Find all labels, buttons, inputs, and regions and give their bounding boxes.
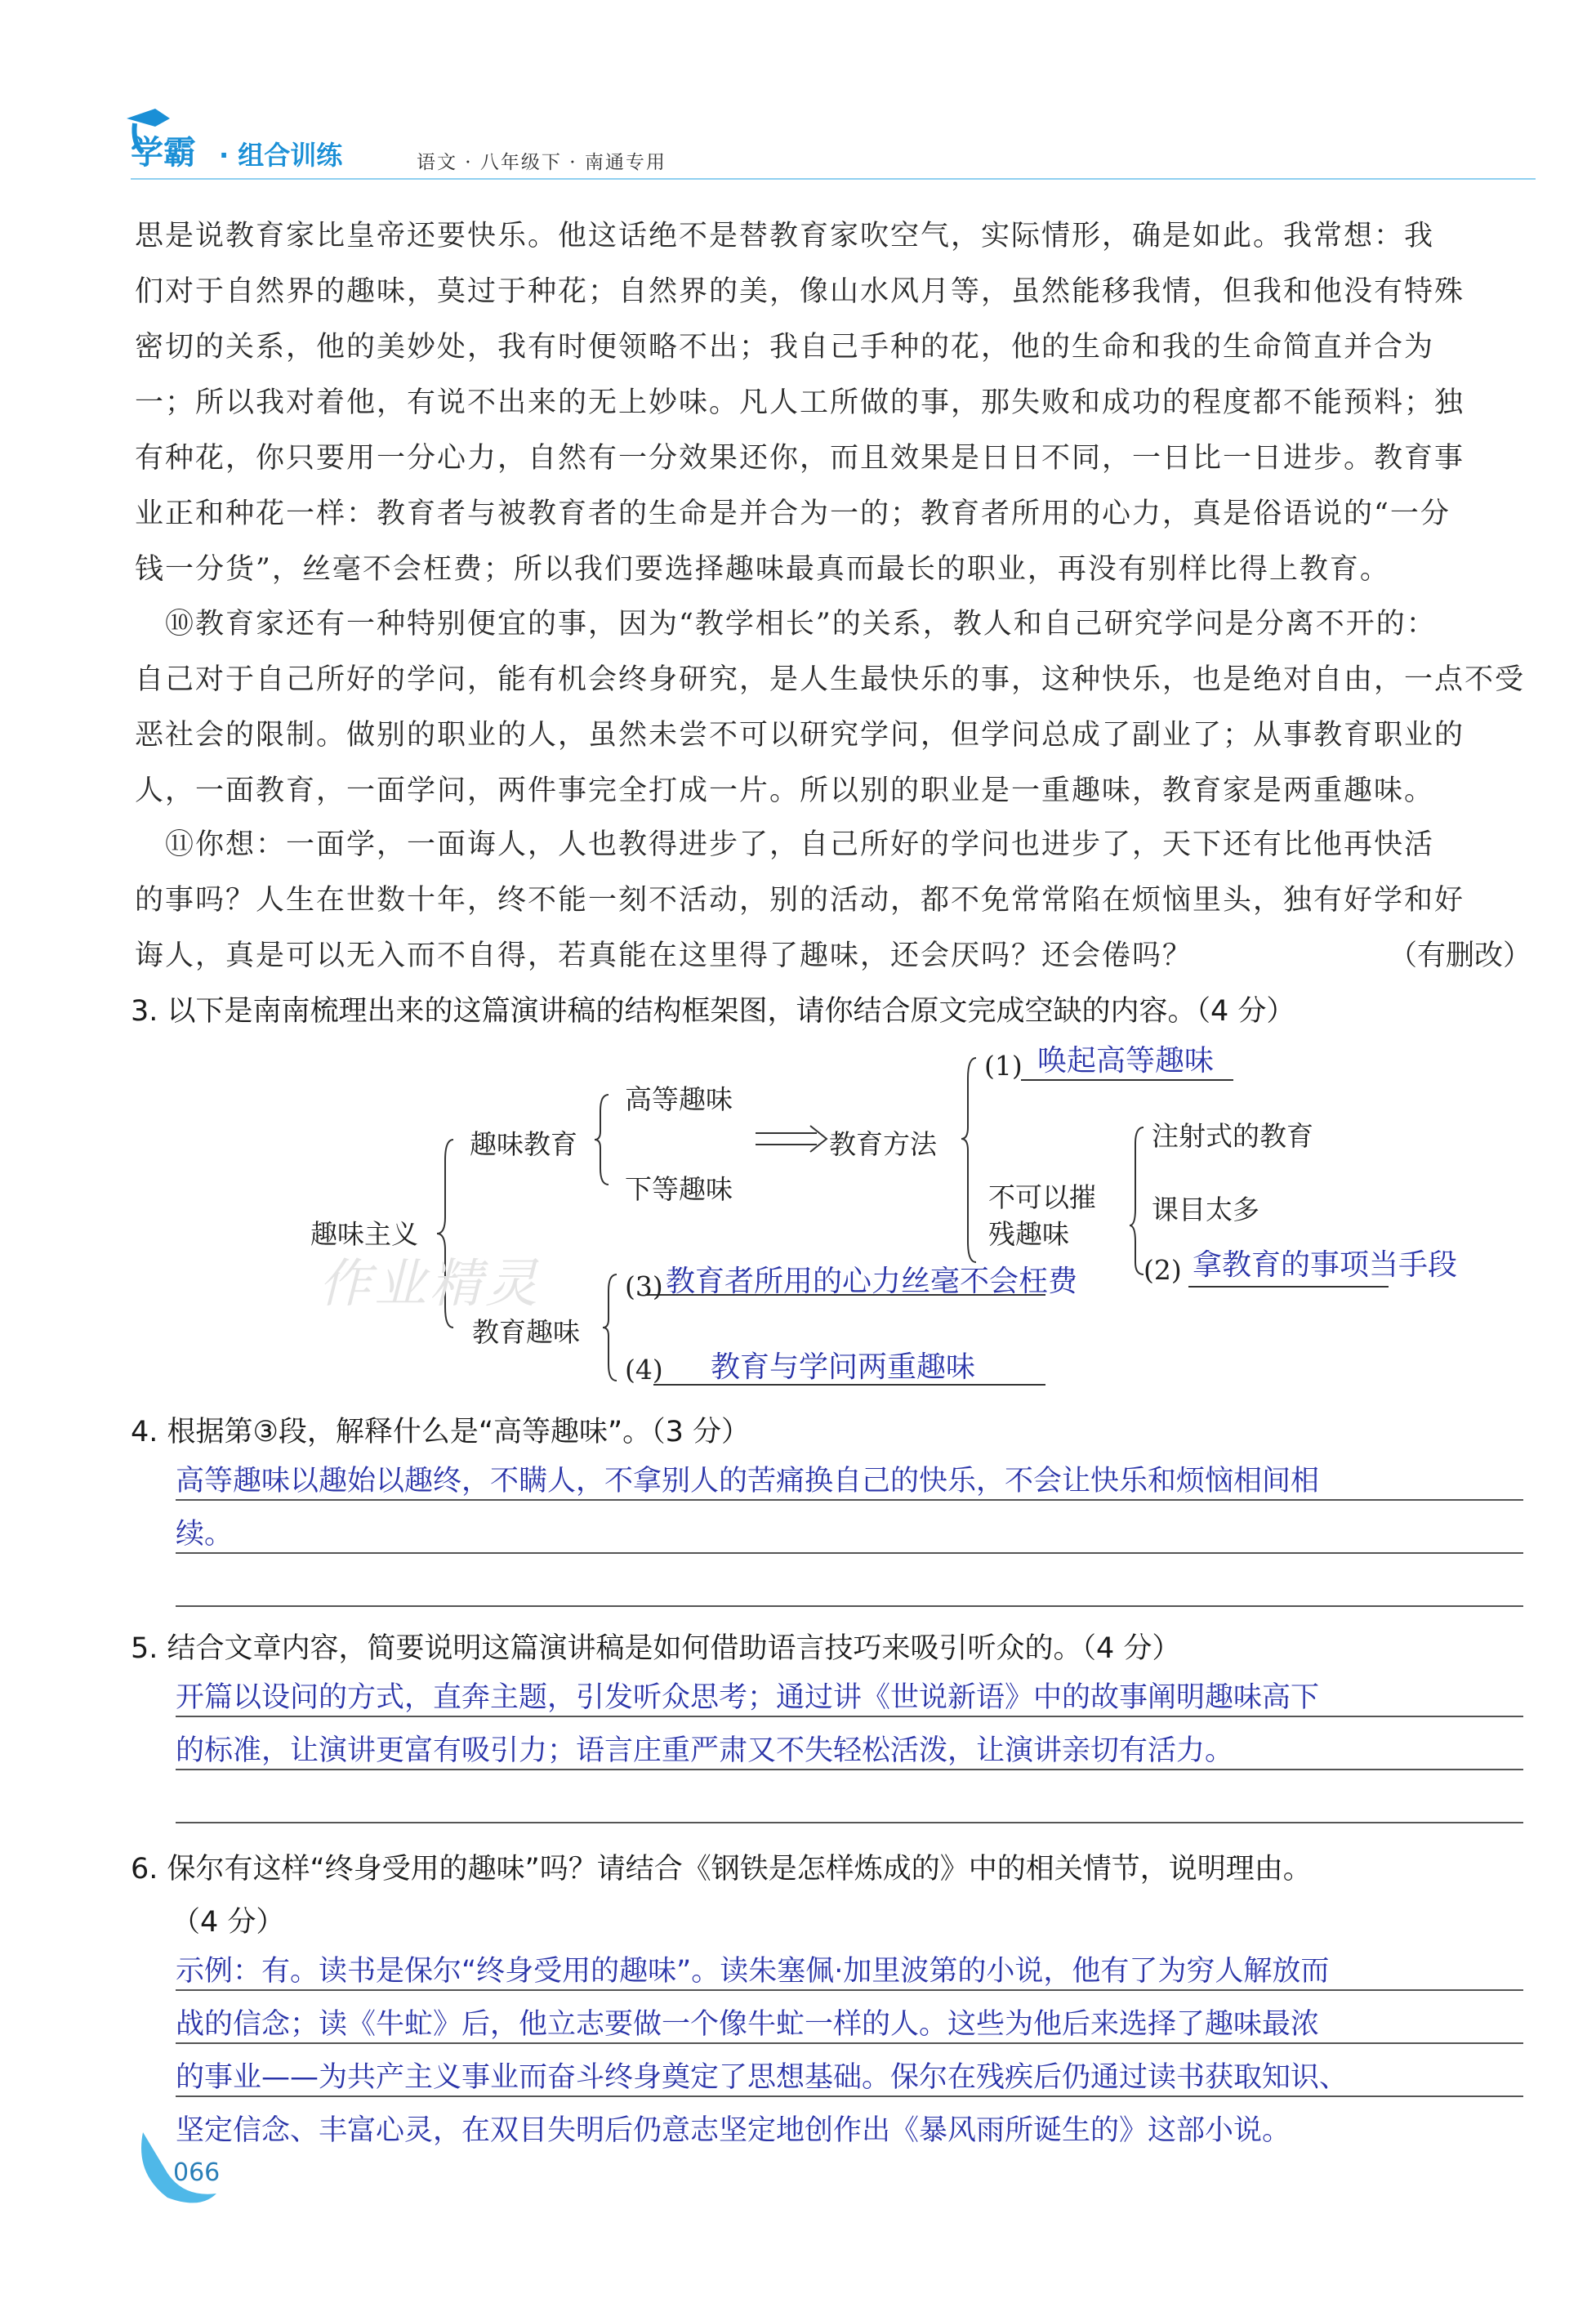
book-meta: 语文 · 八年级下 · 南通专用 (417, 152, 666, 173)
question-3: 3. 以下是南南梳理出来的这篇演讲稿的结构框架图，请你结合原文完成空缺的内容。（4 分） (131, 995, 1295, 1028)
diagram-blank-2-number: (2) (1144, 1254, 1182, 1286)
brand-logo-text: 学霸 (131, 134, 196, 172)
diagram-too-many-subjects: 课目太多 (1152, 1194, 1259, 1225)
diagram-blank-1-number: (1) (984, 1050, 1023, 1082)
diagram-answer-4: 教育与学问两重趣味 (711, 1350, 976, 1384)
answer-6-line: 坚定信念、丰富心灵，在双目失明后仍意志坚定地创作出《暴风雨所诞生的》这部小说。 (176, 2114, 1291, 2147)
question-6-score: （4 分） (172, 1906, 285, 1939)
diagram-injection-education: 注射式的教育 (1152, 1120, 1313, 1152)
diagram-root: 趣味主义 (310, 1218, 418, 1250)
diagram-kill-line2: 残趣味 (988, 1218, 1069, 1250)
diagram-blank-3-number: (3) (625, 1270, 663, 1302)
answer-4-line: 续。 (176, 1518, 234, 1551)
diagram-kill-line1: 不可以摧 (988, 1181, 1096, 1213)
answer-5-line: 的标准，让演讲更富有吸引力；语言庄重严肃又不失轻松活泼，让演讲亲切有活力。 (176, 1734, 1234, 1767)
diagram-blank-4-number: (4) (625, 1354, 663, 1386)
answer-6-line: 示例：有。读书是保尔“终身受用的趣味”。读朱塞佩·加里波第的小说，他有了为穷人解放而 (176, 1955, 1330, 1988)
diagram-answer-1: 唤起高等趣味 (1037, 1044, 1215, 1078)
answer-6-line: 的事业——为共产主义事业而奋斗终身奠定了思想基础。保尔在残疾后仍通过读书获取知识、 (176, 2061, 1349, 2094)
passage-line: 业正和种花一样：教育者与被教育者的生命是并合为一的；教育者所用的心力，真是俗语说的“一分 (135, 498, 1451, 530)
watermark: 作业精灵 (319, 1254, 541, 1314)
answer-rule (176, 1989, 1523, 1991)
passage-line: 诲人，真是可以无入而不自得，若真能在这里得了趣味，还会厌吗？还会倦吗？ (135, 939, 1193, 972)
question-4: 4. 根据第③段，解释什么是“高等趣味”。（3 分） (131, 1416, 751, 1448)
answer-4-line: 高等趣味以趣始以趣终，不瞒人，不拿别人的苦痛换自己的快乐，不会让快乐和烦恼相间相 (176, 1465, 1320, 1497)
answer-rule (176, 1552, 1523, 1554)
passage-line: 恶社会的限制。做别的职业的人，虽然未尝不可以研究学问，但学问总成了副业了；从事教育职业的 (135, 719, 1465, 752)
passage-line: ⑩教育家还有一种特别便宜的事，因为“教学相长”的关系，教人和自己研究学问是分离不开的： (135, 608, 1437, 640)
passage-line: 人，一面教育，一面学问，两件事完全打成一片。所以别的职业是一重趣味，教育家是两重趣味。 (135, 774, 1435, 807)
answer-rule (176, 2095, 1523, 2097)
diagram-branch-a: 趣味教育 (470, 1128, 577, 1160)
answer-rule (176, 1499, 1523, 1501)
answer-rule (176, 2042, 1523, 2044)
diagram-low-interest: 下等趣味 (625, 1173, 733, 1205)
answer-rule (176, 1822, 1523, 1823)
diagram-branch-b: 教育趣味 (472, 1316, 580, 1348)
passage-line: 一；所以我对着他，有说不出来的无上妙味。凡人工所做的事，那失败和成功的程度都不能预料；独 (135, 386, 1465, 419)
answer-5-line: 开篇以设问的方式，直奔主题，引发听众思考；通过讲《世说新语》中的故事阐明趣味高下 (176, 1681, 1320, 1714)
passage-line: 们对于自然界的趣味，莫过于种花；自然界的美，像山水风月等，虽然能移我情，但我和他没有特殊 (135, 275, 1465, 308)
diagram-high-interest: 高等趣味 (625, 1083, 733, 1115)
answer-6-line: 战的信念；读《牛虻》后，他立志要做一个像牛虻一样的人。这些为他后来选择了趣味最浓 (176, 2008, 1320, 2041)
passage-line: 钱一分货”，丝毫不会枉费；所以我们要选择趣味最真而最长的职业，再没有别样比得上教育。 (135, 553, 1390, 586)
diagram-answer-2: 拿教育的事项当手段 (1193, 1248, 1458, 1282)
passage-line: 思是说教育家比皇帝还要快乐。他这话绝不是替教育家吹空气，实际情形，确是如此。我常想：我 (135, 220, 1435, 252)
diagram-answer-3: 教育者所用的心力丝毫不会枉费 (666, 1265, 1078, 1298)
answer-rule (176, 1605, 1523, 1607)
passage-line: 自己对于自己所好的学问，能有机会终身研究，是人生最快乐的事，这种快乐，也是绝对自由，一点不受 (135, 663, 1526, 696)
answer-rule (176, 1716, 1523, 1717)
passage-line: 有种花，你只要用一分心力，自然有一分效果还你，而且效果是日日不同，一日比一日进步。教育事 (135, 442, 1465, 475)
passage-line: 密切的关系，他的美妙处，我有时便领略不出；我自己手种的花，他的生命和我的生命简直并合为 (135, 331, 1435, 364)
question-6: 6. 保尔有这样“终身受用的趣味”吗？请结合《钢铁是怎样炼成的》中的相关情节，说明理由。 (131, 1853, 1312, 1886)
source-note: （有删改） (1389, 939, 1532, 972)
passage-line: 的事吗？人生在世数十年，终不能一刻不活动，别的活动，都不免常常陷在烦恼里头，独有好学和好 (135, 884, 1465, 917)
page-number: 066 (173, 2158, 221, 2187)
question-5: 5. 结合文章内容，简要说明这篇演讲稿是如何借助语言技巧来吸引听众的。（4 分） (131, 1632, 1181, 1665)
answer-rule (176, 1769, 1523, 1770)
diagram-method: 教育方法 (829, 1128, 937, 1160)
passage-line: ⑪你想：一面学，一面诲人，人也教得进步了，自己所好的学问也进步了，天下还有比他再快活 (135, 828, 1435, 861)
brand-subtitle: · 组合训练 (219, 140, 343, 171)
